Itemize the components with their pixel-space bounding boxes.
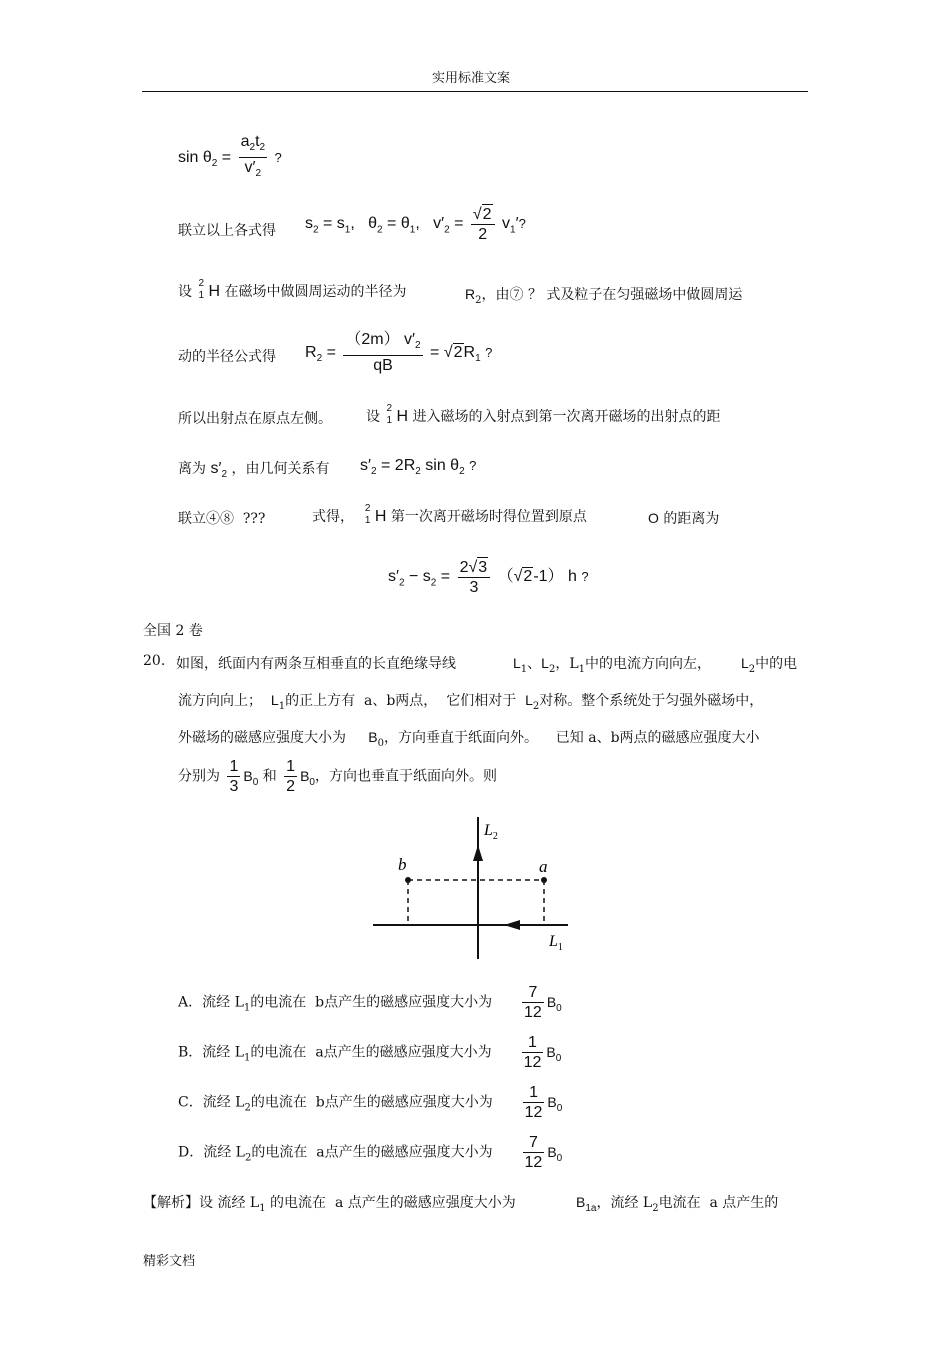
label-b: b (398, 855, 407, 874)
point-a (541, 877, 547, 883)
question-line-1-cont: $L_1$、$L_2$，$L_1$中的电流方向向左， (513, 655, 712, 675)
equation-final-distance: $s'_2 - s_2$ = $\frac{2√3}{3}$ （√2-1） h ? (388, 559, 589, 596)
wire-l2-arrow (473, 845, 483, 861)
page-footer: 精彩文档 (143, 1254, 196, 1269)
question-number: 20. (143, 653, 166, 669)
equation-r2: $R_2$ = $\frac{(2m) v'_2}{qB}$ = $√2R_1$ ? (305, 331, 493, 375)
question-line-1-end: $L_2$中的电 (741, 655, 798, 675)
deuteron-symbol: 2 1 (386, 403, 393, 426)
label-l1: $L_1$ (549, 933, 563, 953)
header-divider (142, 91, 808, 92)
question-line-1: 如图，纸面内有两条互相垂直的长直绝缘导线 (176, 656, 456, 672)
text-combine-equations: 联立以上各式得 (178, 223, 276, 239)
page-header: 实用标准文案 (432, 71, 511, 86)
text-radius-formula: 动的半径公式得 (178, 349, 276, 365)
equation-marker: ? (469, 458, 477, 473)
text-combine-final: 联立④⑧ ??? (178, 511, 266, 527)
option-a[interactable]: A．流经 $L_1$的电流在 b点产生的磁感应强度大小为 $\frac{7}{12}$ $B_0$ (178, 984, 562, 1021)
analysis-text: 【解析】设 流经 $L_1$ 的电流在 a 点产生的磁感应强度大小为 (143, 1195, 516, 1214)
text-combine-final-cont: 式得， 2 1 H 第一次离开磁场时得位置到原点 (312, 505, 587, 529)
equation-s2prime: $s'_2 = 2R_2$ $\sin \theta_2$ ? (360, 457, 477, 478)
text-exit-point-cont: 设 2 1 H 进入磁场的入射点到第一次离开磁场的出射点的距 (366, 405, 720, 429)
question-line-2: 流方向向上； $L_1$的正上方有 a、b两点， 它们相对于 $L_2$对称。整个系统处于匀强外磁场中， (178, 692, 764, 712)
equation-marker: ? (274, 149, 282, 165)
equation-marker: ? (485, 344, 493, 360)
label-a: a (539, 857, 548, 876)
point-b (405, 877, 411, 883)
wire-diagram (368, 813, 588, 963)
option-b[interactable]: B．流经 $L_1$的电流在 a点产生的磁感应强度大小为 $\frac{1}{12}$ $B_0$ (178, 1034, 562, 1071)
option-d[interactable]: D．流经 $L_2$的电流在 a点产生的磁感应强度大小为 $\frac{7}{12}$ $B_0$ (178, 1134, 563, 1171)
text-origin-distance: O 的距离为 (648, 510, 720, 527)
deuteron-symbol: 2 1 (364, 503, 371, 526)
option-c[interactable]: C．流经 $L_2$的电流在 b点产生的磁感应强度大小为 $\frac{1}{12}$ $B_0$ (178, 1084, 563, 1121)
analysis-text-cont: $B_{1a}$，流经 $L_2$电流在 a 点产生的 (576, 1194, 779, 1214)
text-distance: 离为 $s'_2$ ，由几何关系有 (178, 460, 330, 481)
section-title: 全国 2 卷 (143, 623, 203, 639)
question-line-3: 外磁场的磁感应强度大小为 $B_0$，方向垂直于纸面向外。 已知 a、b两点的磁感应强度大小 (178, 729, 760, 749)
equation-sin-theta2: $\sin \theta_2$ = $\frac{a_2t_2}{v'_2}$ ? (178, 133, 282, 180)
question-line-4: 分别为 $\frac{1}{3}$ $B_0$ 和 $\frac{1}{2}$ $B_0$，方向也垂直于纸面向外。则 (178, 758, 497, 795)
wire-l1-arrow (504, 920, 520, 930)
equation-marker: ? (518, 216, 526, 232)
text-radius-setup: 设 2 1 H 在磁场中做圆周运动的半径为 (178, 280, 406, 304)
text-exit-point: 所以出射点在原点左侧。 (178, 411, 332, 427)
equation-marker: ? (581, 569, 589, 585)
text-radius-setup-cont: $R_2$，由⑦ ？ 式及粒子在匀强磁场中做圆周运 (465, 286, 743, 306)
deuteron-symbol: 2 1 (198, 278, 205, 301)
label-l2: $L_2$ (484, 822, 498, 842)
equation-results: $s_2 = s_1$, $\theta_2 = \theta_1$, $v'_2$ = $\frac{√2}{2}$ $v_1'$? (305, 206, 526, 243)
